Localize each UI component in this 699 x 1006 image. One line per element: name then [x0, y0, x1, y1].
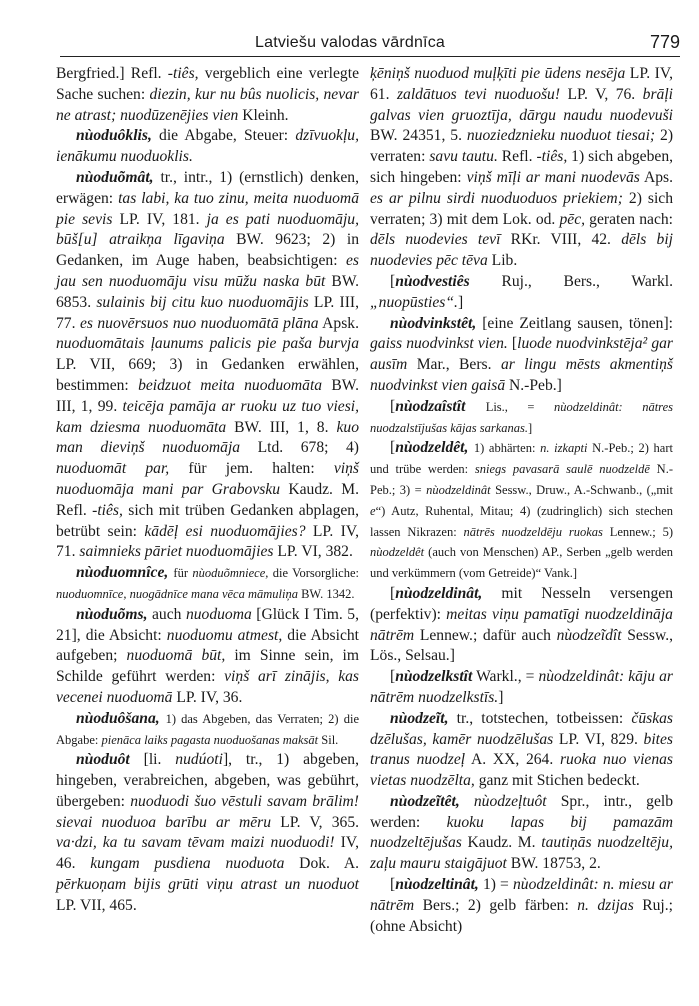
right-entry-3: [nùodzaîstît Lis., = nùodzeldinât: nātres nuodzalstījušas kājas sarkanas.]: [370, 397, 673, 435]
running-title: Latviešu valodas vārdnīca: [255, 34, 445, 51]
page-header: [20, 30, 680, 58]
left-entry-3: nùoduomnîce, für nùoduõmniece, die Vorsorgliche: nuoduomnīce, nuogādnīce mana vēca māmuliņa BW. 1342.: [56, 564, 359, 601]
right-column: [370, 64, 673, 937]
left-entry-4: nùoduõms, auch nuoduoma [Glück I Tim. 5, 21], die Absicht: nuoduomu atmest, die Absicht aufgeben; nuoduomā būt, im Sinne sein, im Schilde geführt werden: viņš arī zinājis, kas vecenei nuoduomā LP. IV, 36.: [56, 605, 360, 706]
header-rule: [60, 56, 680, 57]
right-entry-4: [nùodzeldêt, 1) abhärten: n. izkapti N.-Peb.; 2) hart und trübe werden: sniegs pavasarā saulē nuodzeldē N.-Peb.; 3) = nùodzeldinât Sessw., Druw., A.-Schwanb., („mit e“) Autz, Ruhental, Mitau; 4) (zudringlich) sich stechen lassen Nikrazen: nātrēs nuodzeldēju ruokas Lennew.; 5) nùodzeldêt (auch von Menschen) AP., Serben „gelb werden und verkümmern (vom Getreide)“ Vank.]: [370, 439, 673, 581]
right-entry-5: [nùodzeldinât, mit Nesseln versengen (perfektiv): meitas viņu pamatīgi nuodzeldināja nātrēm Lennew.; dafür auch nùodzeĩdît Sessw., Lös., Selsau.]: [370, 584, 673, 665]
page-number: 779: [649, 32, 680, 52]
right-entry-6: [nùodzelkstît Warkl., = nùodzeldinât: kāju ar nātrēm nuodzelkstīs.]: [370, 668, 673, 706]
left-entry-2: nùoduõmât, tr., intr., 1) (ernstlich) denken, erwägen: tas labi, ka tuo zinu, meita nuoduomā pie sevis LP. IV, 181. ja es pati nuoduomāju, būš[u] atraikņa līgaviņa BW. 9623; 2) in Gedanken, im Auge haben, beabsichtigen: es jau sen nuoduomāju visu mūžu naska būt BW. 6853. sulainis bij citu kuo nuoduomājis LP. III, 77. es nuovērsuos nuo nuoduomātā plāna Apsk. nuoduomātais ļaunums palicis pie paša burvja LP. VII, 669; 3) in Gedanken erwählen, bestimmen: beidzuot meita nuoduomāta BW. III, 1, 99. teicēja pamāja ar ruoku uz tuo viesi, kam dziesma nuoduomāta BW. III, 1, 8. kuo man dieviņš nuoduomāja Ltd. 678; 4) nuoduomāt par, für jem. halten: viņš nuoduomāja mani par Grabovsku Kaudz. M. Refl. -tiês, sich mit trüben Gedanken abplagen, betrübt sein: kādēļ esi nuoduomājies? LP. IV, 71. saimnieks pāriet nuoduomājies LP. VI, 382.: [56, 168, 359, 561]
left-entry-0: Bergfried.] Refl. -tiês, vergeblich eine verlegte Sache suchen: diezin, kur nu bûs nuolicis, nevar ne atrast; nuodūzenējies vien Kleinh.: [56, 65, 359, 124]
left-entry-6: nùoduôt [li. nudúoti], tr., 1) abgeben, hingeben, verabreichen, abgeben, was gebührt, übergeben: nuoduodi šuo vēstuli savam brālim! sievai nuoduoa barību ar mēru LP. V, 365. va·dzi, ka tu savam tēvam maizi nuoduodi! IV, 46. kungam pusdiena nuoduota Dok. A. pērkuoņam bijis grūti viņu atrast un nuoduot LP. VII, 465.: [56, 751, 360, 914]
right-entry-8: nùodzeĩtêt, nùodzeļtuôt Spr., intr., gelb werden: kuoku lapas bij pamazām nuodzeltējušas Kaudz. M. tautiņās nuodzeltēju, zaļu mauru staigājuot BW. 18753, 2.: [370, 792, 673, 873]
left-entry-5: nùoduôšana, 1) das Abgeben, das Verraten; 2) die Abgabe: pienāca laiks pagasta nuoduošanas maksāt Sil.: [56, 709, 359, 747]
right-entry-7: nùodzeĩt, tr., totstechen, totbeissen: čūskas dzēlušas, kamēr nuodzēlušas LP. VI, 829. bites tranus nuodzeļ A. XX, 264. ruoka nuo vienas vietas nuodzēlta, ganz mit Stichen bedeckt.: [370, 709, 674, 790]
right-entry-1: [nùodvestiês Ruj., Bers., Warkl. „nuopūsties“.]: [370, 272, 673, 311]
right-entry-9: [nùodzeltinât, 1) = nùodzeldinât: n. miesu ar nātrēm Bers.; 2) gelb färben: n. dzijas Ruj.; (ohne Absicht): [370, 876, 673, 935]
left-column: [56, 64, 359, 917]
right-entry-2: nùodvinkstêt, [eine Zeitlang sausen, tönen]: gaiss nuodvinkst vien. [luode nuodvinkstēja² gar ausīm Mar., Bers. ar lingu mēsts akmentiņš nuodvinkst vien gaisā N.-Peb.]: [370, 314, 674, 394]
left-entry-1: nùoduôklis, die Abgabe, Steuer: dzīvuokļu, ienākumu nuoduoklis.: [56, 127, 359, 166]
right-entry-0: ķēniņš nuoduod muļķīti pie ūdens nesēja LP. IV, 61. zaldātuos tevi nuoduošu! LP. V, 76. brāļi galvas vien gruoztīja, dārgu naudu nuodevuši BW. 24351, 5. nuoziedznieku nuoduot tiesai; 2) verraten: savu tautu. Refl. -tiês, 1) sich abgeben, sich hingeben: viņš mīļi ar mani nuodevās Aps. es ar pilnu sirdi nuoduoduos priekiem; 2) sich verraten; 3) mit dem Lok. od. pēc, geraten nach: dēls nuodevies tevī RKr. VIII, 42. dēls bij nuodevies pēc tēva Lib.: [370, 65, 674, 270]
